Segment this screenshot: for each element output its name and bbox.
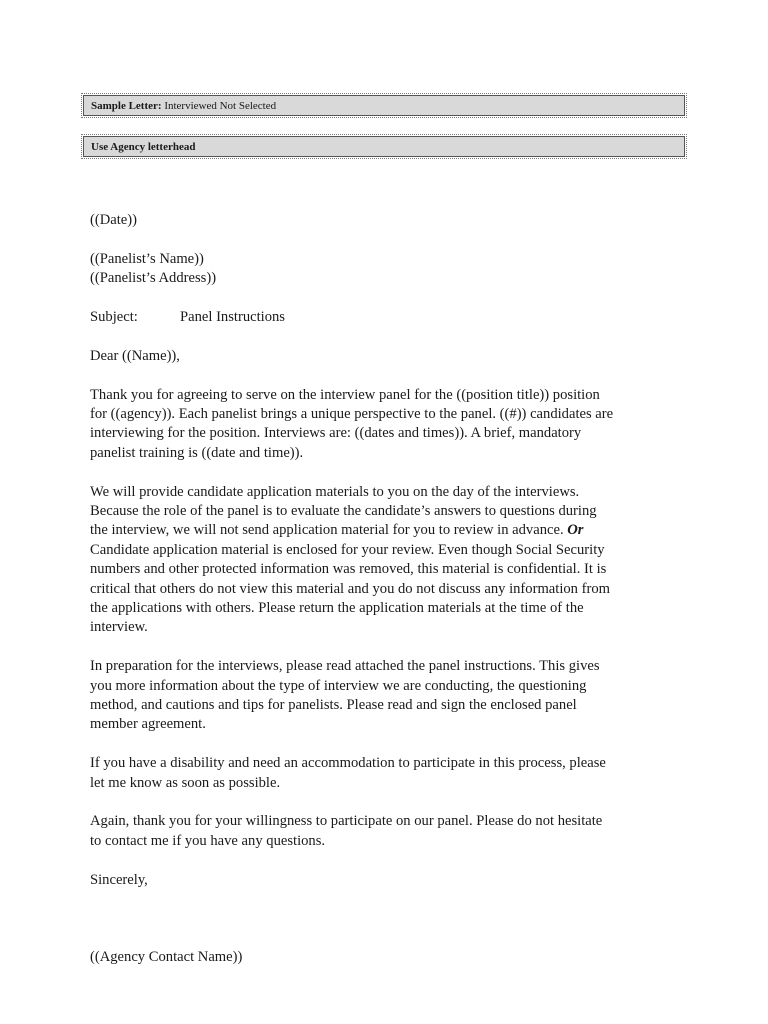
paragraph-line: for ((agency)). Each panelist brings a unique perspective to the panel. ((#)) candidates are [90,406,614,422]
paragraph-thanks [90,812,670,851]
paragraph-line: Thank you for agreeing to serve on the interview panel for the ((position title)) position [90,386,600,403]
closing: Sincerely, [90,871,148,888]
paragraph-materials [90,483,670,638]
paragraph-line: method, and cautions and tips for panelists. Please read and sign the enclosed panel [90,697,577,714]
letterhead-banner [83,136,685,157]
salutation: Dear ((Name)), [90,347,180,364]
recipient-name: ((Panelist’s Name)) [90,250,204,267]
sample-letter-type: Interviewed Not Selected [164,100,277,112]
paragraph-line: If you have a disability and need an accommodation to participate in this process, please [90,755,606,772]
subject-label: Subject: [90,309,138,325]
paragraph-line [90,521,670,540]
paragraph-preparation [90,657,670,735]
paragraph-text: the interview, we will not send application material for you to review in advance. [90,522,564,539]
sample-letter-label: Sample Letter: [91,100,162,112]
letter-body [90,211,670,968]
paragraph-line: to contact me if you have any questions. [90,832,326,849]
subject-value: Panel Instructions [180,309,285,325]
paragraph-line: In preparation for the interviews, please read attached the panel instructions. This gives [90,658,600,675]
signature-name: ((Agency Contact Name)) [90,949,243,966]
paragraph-line: the applications with others. Please return the application materials at the time of the [90,600,584,617]
paragraph-line: numbers and other protected information was removed, this material is confidential. It is [90,561,607,578]
subject-line [90,308,670,327]
paragraph-line: member agreement. [90,716,206,733]
letterhead-label: Use Agency letterhead [91,141,196,153]
paragraph-line: you more information about the type of interview we are conducting, the questioning [90,677,587,694]
paragraph-line: Again, thank you for your willingness to participate on our panel. Please do not hesitate [90,813,603,830]
paragraph-intro [90,386,670,464]
or-emphasis: Or [567,522,584,539]
recipient-address: ((Panelist’s Address)) [90,270,217,287]
sample-letter-banner [83,95,685,116]
letter-date: ((Date)) [90,212,137,228]
paragraph-accommodation [90,754,670,793]
paragraph-line: interviewing for the position. Interviews are: ((dates and times)). A brief, mandatory [90,425,582,442]
paragraph-line: let me know as soon as possible. [90,774,281,791]
paragraph-line: We will provide candidate application materials to you on the day of the interviews. [90,483,580,500]
paragraph-line: Candidate application material is enclosed for your review. Even though Social Security [90,541,605,558]
paragraph-line: interview. [90,619,148,636]
paragraph-line: panelist training is ((date and time)). [90,444,304,461]
paragraph-line: Because the role of the panel is to evaluate the candidate’s answers to questions during [90,503,597,520]
paragraph-line: critical that others do not view this material and you do not discuss any information from [90,580,610,597]
